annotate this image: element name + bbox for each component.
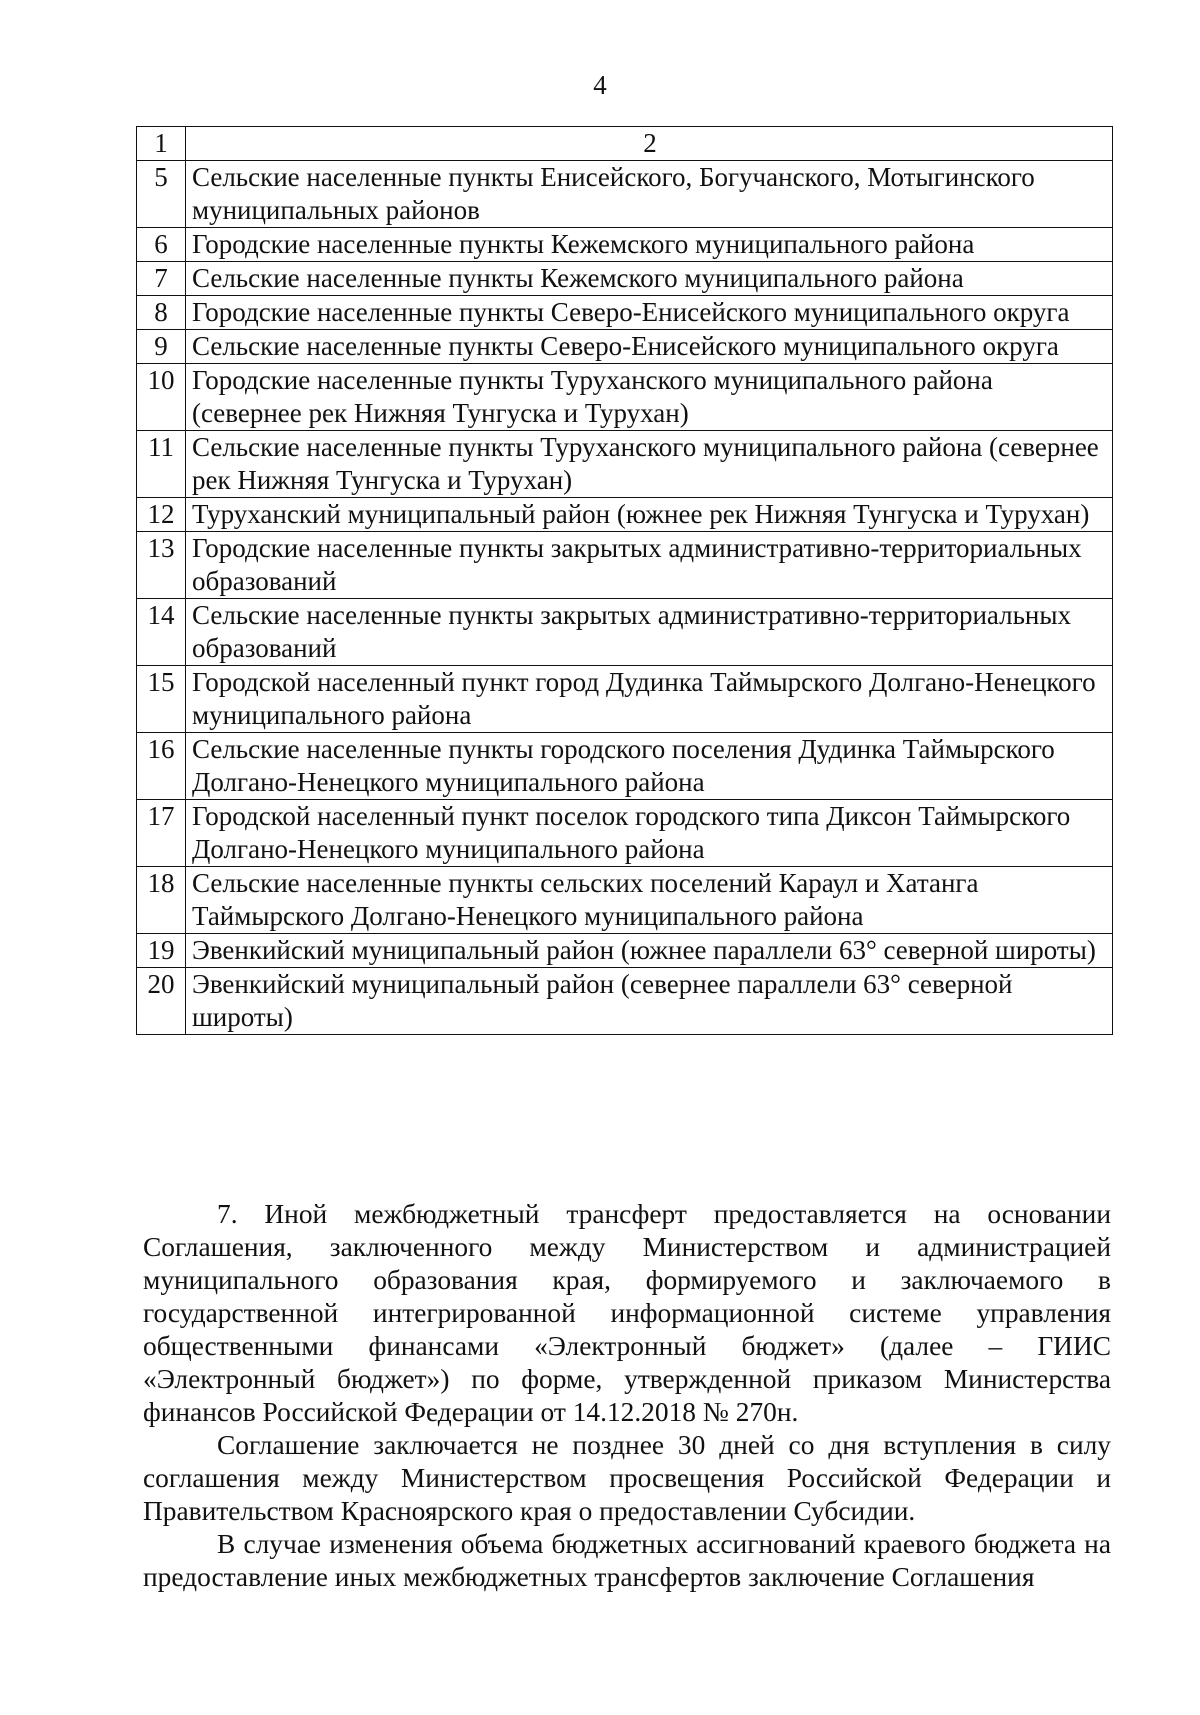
row-text: Сельские населенные пункты Енисейского, Богучанского, Мотыгинского муниципальных районов xyxy=(186,161,1113,228)
row-number: 14 xyxy=(137,599,186,666)
table-row xyxy=(137,296,1113,330)
table-row xyxy=(137,161,1113,228)
table-row xyxy=(137,498,1113,532)
table-row xyxy=(137,228,1113,262)
body-text xyxy=(143,1198,1111,1594)
page-number: 4 xyxy=(593,70,607,100)
row-text: Сельские населенные пункты сельских поселений Караул и Хатанга Таймырского Долгано-Ненецкого муниципального района xyxy=(186,867,1113,934)
row-text: Эвенкийский муниципальный район (севернее параллели 63° северной широты) xyxy=(186,968,1113,1035)
row-number: 19 xyxy=(137,934,186,968)
paragraph-agreement-deadline: Соглашение заключается не позднее 30 дней со дня вступления в силу соглашения между Министерством просвещения Российской Федерации и Правительством Красноярского края о предоставлении Субсидии. xyxy=(143,1430,1111,1526)
row-text: Городские населенные пункты Туруханского муниципального района (севернее рек Нижняя Тунгуска и Турухан) xyxy=(186,364,1113,431)
table-row xyxy=(137,733,1113,800)
row-number: 9 xyxy=(137,330,186,364)
table-row xyxy=(137,800,1113,867)
row-text: Городские населенные пункты закрытых административно-территориальных образований xyxy=(186,532,1113,599)
row-number: 20 xyxy=(137,968,186,1035)
row-number: 6 xyxy=(137,228,186,262)
row-number: 15 xyxy=(137,666,186,733)
row-text: Сельские населенные пункты Кежемского муниципального района xyxy=(186,262,1113,296)
row-text: Сельские населенные пункты Туруханского муниципального района (севернее рек Нижняя Тунгуска и Турухан) xyxy=(186,431,1113,498)
table-row xyxy=(137,330,1113,364)
row-number: 13 xyxy=(137,532,186,599)
row-number: 8 xyxy=(137,296,186,330)
paragraph-budget-change: В случае изменения объема бюджетных ассигнований краевого бюджета на предоставление иных межбюджетных трансфертов заключение Соглашения xyxy=(143,1529,1111,1592)
row-text: Сельские населенные пункты Северо-Енисейского муниципального округа xyxy=(186,330,1113,364)
territories-table xyxy=(136,126,1113,1035)
row-number: 7 xyxy=(137,262,186,296)
row-text: Городские населенные пункты Северо-Енисейского муниципального округа xyxy=(186,296,1113,330)
row-number: 12 xyxy=(137,498,186,532)
table-row xyxy=(137,968,1113,1035)
paragraph-7: 7. Иной межбюджетный трансферт предоставляется на основании Соглашения, заключенного между Министерством и администрацией муниципального образования края, формируемого и заключаемого в государственной интегрированной информационной системе управления общественными финансами «Электронный бюджет» (далее – ГИИС «Электронный бюджет») по форме, утвержденной приказом Министерства финансов Российской Федерации от 14.12.2018 № 270н. xyxy=(143,1199,1111,1427)
table-row xyxy=(137,431,1113,498)
row-text: Городской населенный пункт город Дудинка Таймырского Долгано-Ненецкого муниципального района xyxy=(186,666,1113,733)
table-row xyxy=(137,364,1113,431)
row-number: 11 xyxy=(137,431,186,498)
table-row xyxy=(137,262,1113,296)
table-row xyxy=(137,599,1113,666)
table-row xyxy=(137,867,1113,934)
table-row xyxy=(137,532,1113,599)
row-number: 10 xyxy=(137,364,186,431)
row-number: 17 xyxy=(137,800,186,867)
table-row xyxy=(137,934,1113,968)
row-text: Туруханский муниципальный район (южнее рек Нижняя Тунгуска и Турухан) xyxy=(186,498,1113,532)
row-text: Городской населенный пункт поселок городского типа Диксон Таймырского Долгано-Ненецкого муниципального района xyxy=(186,800,1113,867)
table-row xyxy=(137,666,1113,733)
table-header-row xyxy=(137,127,1113,161)
row-text: Эвенкийский муниципальный район (южнее параллели 63° северной широты) xyxy=(186,934,1113,968)
table-header-col2: 2 xyxy=(186,127,1113,161)
row-text: Сельские населенные пункты городского поселения Дудинка Таймырского Долгано-Ненецкого муниципального района xyxy=(186,733,1113,800)
row-number: 16 xyxy=(137,733,186,800)
row-number: 5 xyxy=(137,161,186,228)
row-text: Сельские населенные пункты закрытых административно-территориальных образований xyxy=(186,599,1113,666)
row-text: Городские населенные пункты Кежемского муниципального района xyxy=(186,228,1113,262)
table-header-col1: 1 xyxy=(137,127,186,161)
row-number: 18 xyxy=(137,867,186,934)
